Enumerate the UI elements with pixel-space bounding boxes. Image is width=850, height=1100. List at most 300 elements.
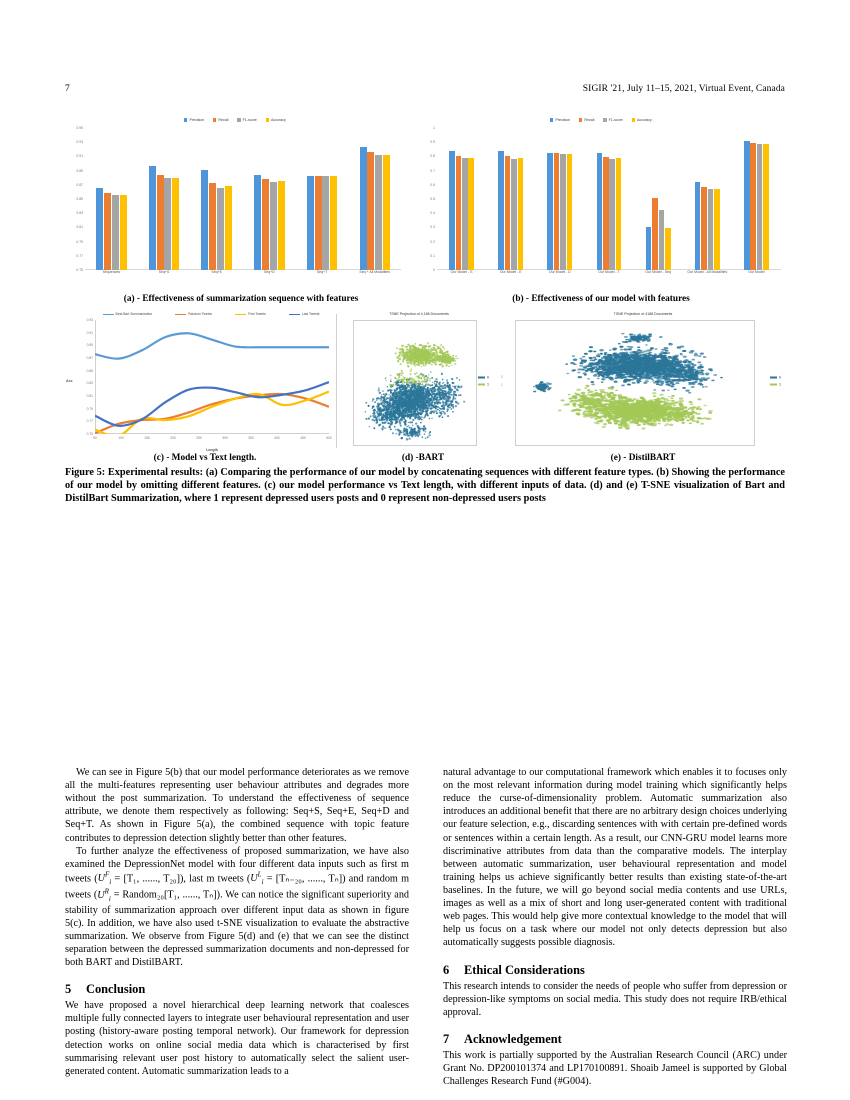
scatter-point — [399, 363, 401, 365]
scatter-point — [389, 419, 391, 421]
scatter-point — [433, 397, 435, 399]
scatter-point — [458, 395, 460, 397]
scatter-point — [411, 421, 413, 423]
scatter-point — [580, 368, 584, 370]
scatter-point — [428, 355, 430, 357]
y-tick-label: 0.75 — [86, 432, 93, 436]
scatter-point — [609, 364, 613, 366]
scatter-point — [431, 357, 433, 359]
scatter-point — [652, 355, 657, 357]
scatter-point — [443, 398, 444, 399]
scatter-point — [438, 388, 440, 390]
bar — [547, 153, 553, 270]
scatter-point — [399, 401, 401, 403]
scatter-point — [434, 357, 436, 359]
scatter-point — [417, 408, 418, 409]
x-tick-label: Our Model — [748, 270, 765, 274]
scatter-point — [442, 354, 444, 356]
scatter-point — [631, 379, 634, 381]
legend-label: Accuracy — [636, 118, 652, 122]
scatter-point — [420, 384, 422, 386]
scatter-point — [663, 366, 667, 368]
scatter-point — [422, 385, 424, 387]
scatter-point — [449, 384, 451, 386]
scatter-point — [412, 402, 414, 404]
scatter-point — [407, 386, 408, 388]
y-tick-label: 0.89 — [86, 343, 93, 348]
scatter-point — [651, 360, 655, 362]
scatter-point — [404, 355, 406, 357]
scatter-point — [416, 414, 418, 416]
scatter-point — [413, 393, 415, 395]
scatter-point — [573, 359, 577, 361]
scatter-point — [446, 379, 448, 381]
scatter-point — [412, 425, 413, 426]
scatter-point — [432, 393, 434, 395]
scatter-point — [373, 414, 374, 415]
bar-group — [85, 128, 138, 270]
legend-swatch-icon — [550, 118, 553, 121]
chart-e-axis-numbers — [501, 375, 503, 387]
scatter-point — [650, 364, 654, 366]
scatter-point — [605, 355, 610, 357]
scatter-point — [441, 362, 442, 364]
scatter-point — [405, 419, 406, 421]
tsne-plot-distilbart — [501, 310, 785, 452]
scatter-point — [422, 346, 424, 348]
scatter-point — [418, 431, 420, 433]
scatter-point — [414, 373, 416, 375]
scatter-point — [435, 363, 437, 365]
scatter-point — [436, 381, 438, 383]
x-tick-label: Our Model - E — [499, 270, 522, 274]
bar-group — [190, 128, 243, 270]
scatter-point — [397, 360, 399, 362]
scatter-point — [415, 432, 417, 434]
bar — [449, 151, 455, 270]
x-tick-label: 50 — [93, 436, 97, 440]
scatter-point — [377, 409, 379, 411]
scatter-point — [427, 388, 429, 390]
scatter-point — [424, 433, 425, 434]
scatter-point — [405, 410, 407, 412]
bar — [149, 166, 156, 270]
scatter-point — [644, 371, 648, 373]
scatter-point — [428, 408, 429, 409]
scatter-point — [423, 425, 425, 427]
scatter-point — [424, 362, 426, 364]
scatter-point — [423, 387, 425, 389]
chart-c-y-ticks — [65, 320, 95, 434]
scatter-point — [409, 397, 411, 399]
line-chart-c — [65, 310, 337, 452]
scatter-point — [407, 434, 408, 436]
scatter-point — [382, 390, 384, 392]
scatter-point — [448, 406, 449, 407]
scatter-point — [635, 359, 638, 360]
scatter-point — [409, 391, 411, 393]
scatter-point — [445, 364, 447, 366]
chart-d-plot-area — [353, 320, 477, 446]
legend-label: 1 — [487, 382, 489, 387]
legend-swatch-icon — [579, 118, 582, 121]
scatter-point — [416, 410, 418, 412]
bar — [609, 159, 615, 270]
bar-group — [296, 128, 349, 270]
scatter-point — [393, 396, 395, 398]
bar — [96, 188, 103, 270]
bar — [505, 156, 511, 270]
chart-c-divider — [336, 314, 337, 448]
line-series — [95, 333, 329, 358]
scatter-point — [421, 378, 422, 379]
scatter-point — [619, 368, 622, 370]
scatter-point — [390, 392, 392, 394]
legend-item-accuracy — [266, 118, 286, 122]
scatter-point — [591, 383, 595, 385]
scatter-point — [650, 348, 653, 350]
scatter-point — [593, 351, 596, 353]
scatter-point — [423, 409, 424, 410]
scatter-point — [410, 387, 412, 389]
scatter-point — [424, 346, 426, 348]
scatter-point — [379, 419, 381, 421]
legend-item-accuracy — [632, 118, 652, 122]
legend-label: Best-Bart Summarization — [115, 312, 153, 316]
bar — [112, 195, 119, 270]
bar — [270, 182, 277, 270]
scatter-point — [703, 356, 707, 358]
scatter-point — [392, 432, 394, 434]
scatter-point — [631, 361, 634, 363]
bar — [757, 144, 763, 270]
scatter-point — [453, 404, 454, 406]
scatter-point — [442, 394, 443, 395]
bar — [462, 158, 468, 270]
scatter-point — [406, 386, 408, 388]
scatter-point — [401, 348, 403, 350]
bar — [375, 155, 382, 270]
legend-swatch-icon — [603, 118, 606, 121]
scatter-point — [648, 353, 651, 354]
scatter-point — [439, 359, 441, 361]
scatter-point — [374, 412, 376, 414]
scatter-point — [380, 400, 381, 402]
legend-line-icon — [103, 314, 114, 315]
scatter-point — [409, 427, 411, 429]
bar — [554, 153, 560, 270]
scatter-point — [442, 401, 444, 403]
scatter-point — [390, 379, 391, 380]
scatter-point — [659, 353, 663, 355]
scatter-point — [394, 426, 396, 428]
scatter-point — [447, 360, 448, 361]
scatter-point — [390, 380, 392, 382]
bar — [560, 154, 566, 270]
scatter-point — [451, 389, 453, 391]
scatter-point — [408, 432, 410, 434]
scatter-point — [436, 354, 438, 356]
scatter-point — [429, 418, 430, 419]
scatter-point — [398, 355, 400, 357]
scatter-point — [429, 345, 431, 347]
scatter-point — [399, 379, 401, 381]
chart-b-container — [417, 112, 785, 292]
scatter-point — [443, 361, 445, 363]
scatter-point — [617, 374, 621, 376]
scatter-point — [653, 377, 656, 378]
scatter-point — [439, 351, 441, 353]
scatter-point — [423, 402, 424, 403]
scatter-point — [417, 417, 419, 419]
scatter-point — [654, 354, 657, 356]
scatter-point — [673, 388, 676, 390]
scatter-point — [565, 363, 568, 365]
bar — [468, 158, 474, 270]
scatter-point — [607, 373, 612, 375]
scatter-point — [443, 382, 444, 383]
scatter-point — [692, 359, 695, 361]
scatter-point — [433, 352, 435, 354]
scatter-point — [448, 356, 450, 358]
scatter-point — [399, 385, 401, 387]
scatter-point — [435, 395, 437, 397]
scatter-point — [417, 384, 419, 386]
scatter-point — [396, 373, 398, 375]
scatter-point — [428, 434, 430, 436]
scatter-point — [420, 354, 422, 356]
scatter-point — [365, 402, 367, 404]
scatter-point — [653, 389, 656, 390]
scatter-point — [584, 353, 588, 355]
scatter-point — [392, 415, 394, 417]
venue-line: SIGIR '21, July 11–15, 2021, Virtual Event, Canada — [582, 84, 785, 94]
scatter-point — [405, 392, 407, 394]
y-tick-label: 0.83 — [86, 381, 93, 386]
scatter-point — [451, 378, 453, 380]
scatter-point — [452, 400, 454, 402]
scatter-point — [404, 424, 405, 426]
scatter-point — [434, 347, 436, 349]
scatter-point — [407, 355, 409, 357]
bar-group — [535, 128, 584, 270]
bar — [708, 189, 714, 270]
scatter-point — [406, 430, 408, 432]
scatter-point — [395, 412, 397, 414]
scatter-point — [441, 410, 443, 412]
scatter-point — [455, 394, 457, 396]
scatter-point — [627, 383, 631, 385]
scatter-point — [431, 401, 432, 402]
scatter-point — [644, 363, 648, 365]
scatter-point — [459, 394, 461, 396]
scatter-point — [416, 348, 418, 350]
scatter-point — [625, 360, 629, 362]
scatter-point — [417, 435, 419, 437]
scatter-point — [404, 352, 406, 354]
y-tick-label: 0 — [433, 268, 435, 272]
scatter-point — [444, 413, 445, 414]
scatter-point — [438, 409, 439, 410]
legend-label: Accuracy — [270, 118, 286, 122]
x-tick-label: Our Model - T — [598, 270, 620, 274]
scatter-point — [597, 378, 600, 379]
scatter-point — [421, 389, 423, 391]
scatter-point — [443, 348, 445, 350]
bar — [164, 178, 171, 270]
scatter-point — [368, 405, 370, 407]
scatter-point — [410, 369, 412, 371]
scatter-point — [415, 435, 417, 437]
scatter-point — [645, 380, 649, 382]
legend-label: F1-score — [608, 118, 623, 122]
scatter-point — [416, 390, 418, 392]
scatter-point — [579, 362, 583, 364]
scatter-point — [408, 403, 410, 405]
scatter-point — [427, 350, 429, 352]
scatter-point — [429, 404, 431, 406]
scatter-point — [431, 384, 433, 386]
scatter-point — [420, 363, 421, 364]
scatter-point — [422, 363, 424, 365]
scatter-point — [369, 426, 370, 427]
scatter-point — [623, 379, 628, 381]
x-tick-label: 100 — [118, 436, 124, 440]
scatter-point — [426, 412, 427, 413]
scatter-point — [675, 355, 679, 357]
bar — [278, 181, 285, 270]
legend-item-f1-score — [603, 118, 622, 122]
scatter-point — [402, 372, 404, 374]
scatter-point — [397, 403, 399, 405]
x-tick-label: Seq+E — [211, 270, 222, 274]
scatter-point — [422, 353, 424, 355]
scatter-point — [394, 382, 396, 384]
scatter-point — [416, 372, 418, 374]
scatter-point — [598, 366, 602, 368]
scatter-point — [395, 433, 397, 435]
legend-line-icon — [289, 314, 300, 315]
scatter-point — [383, 422, 385, 424]
scatter-point — [379, 392, 381, 394]
scatter-point — [440, 349, 442, 351]
scatter-point — [411, 434, 413, 436]
bar — [209, 183, 216, 270]
scatter-point — [435, 379, 437, 381]
scatter-point — [381, 427, 383, 429]
scatter-point — [444, 402, 446, 404]
scatter-point — [399, 387, 400, 389]
scatter-point — [409, 381, 411, 383]
scatter-point — [432, 405, 433, 406]
scatter-point — [391, 397, 393, 399]
scatter-point — [401, 437, 403, 439]
y-tick-label: 0.3 — [430, 225, 435, 230]
scatter-point — [646, 356, 649, 357]
scatter-point — [422, 375, 424, 377]
scatter-point — [598, 371, 602, 373]
scatter-point — [446, 403, 448, 405]
scatter-point — [374, 420, 375, 421]
x-tick-label: Seq+S — [158, 270, 170, 274]
scatter-point — [408, 422, 409, 423]
scatter-point — [572, 369, 576, 371]
chart-c-legend — [93, 312, 329, 316]
scatter-point — [414, 352, 416, 354]
scatter-point — [385, 427, 386, 428]
scatter-point — [415, 343, 417, 345]
scatter-point — [402, 392, 404, 394]
scatter-point — [431, 395, 433, 397]
y-tick-label: 0.2 — [430, 239, 435, 244]
scatter-point — [439, 396, 441, 398]
scatter-point — [450, 391, 452, 393]
bar-group — [486, 128, 535, 270]
scatter-point — [422, 394, 424, 396]
scatter-point — [435, 349, 437, 351]
legend-swatch-icon — [237, 118, 240, 121]
scatter-point — [408, 437, 410, 439]
legend-swatch-icon — [184, 118, 187, 121]
scatter-point — [610, 358, 613, 359]
scatter-point — [385, 393, 387, 395]
scatter-point — [640, 367, 644, 369]
legend-swatch-icon — [478, 376, 485, 379]
scatter-point — [655, 348, 658, 350]
scatter-point — [400, 404, 402, 406]
scatter-point — [621, 371, 625, 373]
scatter-point — [383, 409, 385, 411]
scatter-point — [441, 413, 443, 415]
scatter-point — [627, 349, 631, 351]
scatter-point — [422, 428, 424, 430]
scatter-point — [572, 355, 575, 357]
scatter-point — [431, 390, 433, 392]
scatter-point — [417, 426, 419, 428]
scatter-point — [424, 351, 426, 353]
legend-item-recall — [579, 118, 594, 122]
scatter-point — [370, 415, 372, 417]
scatter-point — [403, 415, 405, 417]
scatter-point — [447, 398, 448, 399]
scatter-point — [396, 420, 398, 422]
scatter-point — [423, 411, 425, 413]
bar — [201, 170, 208, 270]
scatter-point — [394, 377, 396, 379]
scatter-point — [381, 394, 382, 395]
scatter-point — [566, 373, 569, 374]
scatter-point — [387, 389, 389, 391]
scatter-point — [447, 415, 449, 417]
scatter-point — [454, 387, 456, 389]
legend-label: Recall — [584, 118, 595, 122]
scatter-point — [677, 346, 681, 348]
y-tick-label: 0.79 — [76, 239, 83, 244]
scatter-point — [413, 379, 415, 381]
scatter-point — [403, 399, 405, 401]
scatter-point — [406, 380, 408, 382]
scatter-point — [446, 351, 448, 353]
scatter-point — [386, 397, 388, 399]
scatter-point — [601, 378, 605, 380]
scatter-point — [377, 402, 379, 404]
scatter-point — [599, 349, 604, 351]
subcaption-a: (a) - Effectiveness of summarization sequence with features — [123, 294, 359, 304]
legend-item-1 — [478, 383, 489, 387]
y-tick-label: 0.1 — [430, 253, 435, 258]
scatter-point — [409, 393, 410, 394]
scatter-point — [409, 373, 411, 375]
